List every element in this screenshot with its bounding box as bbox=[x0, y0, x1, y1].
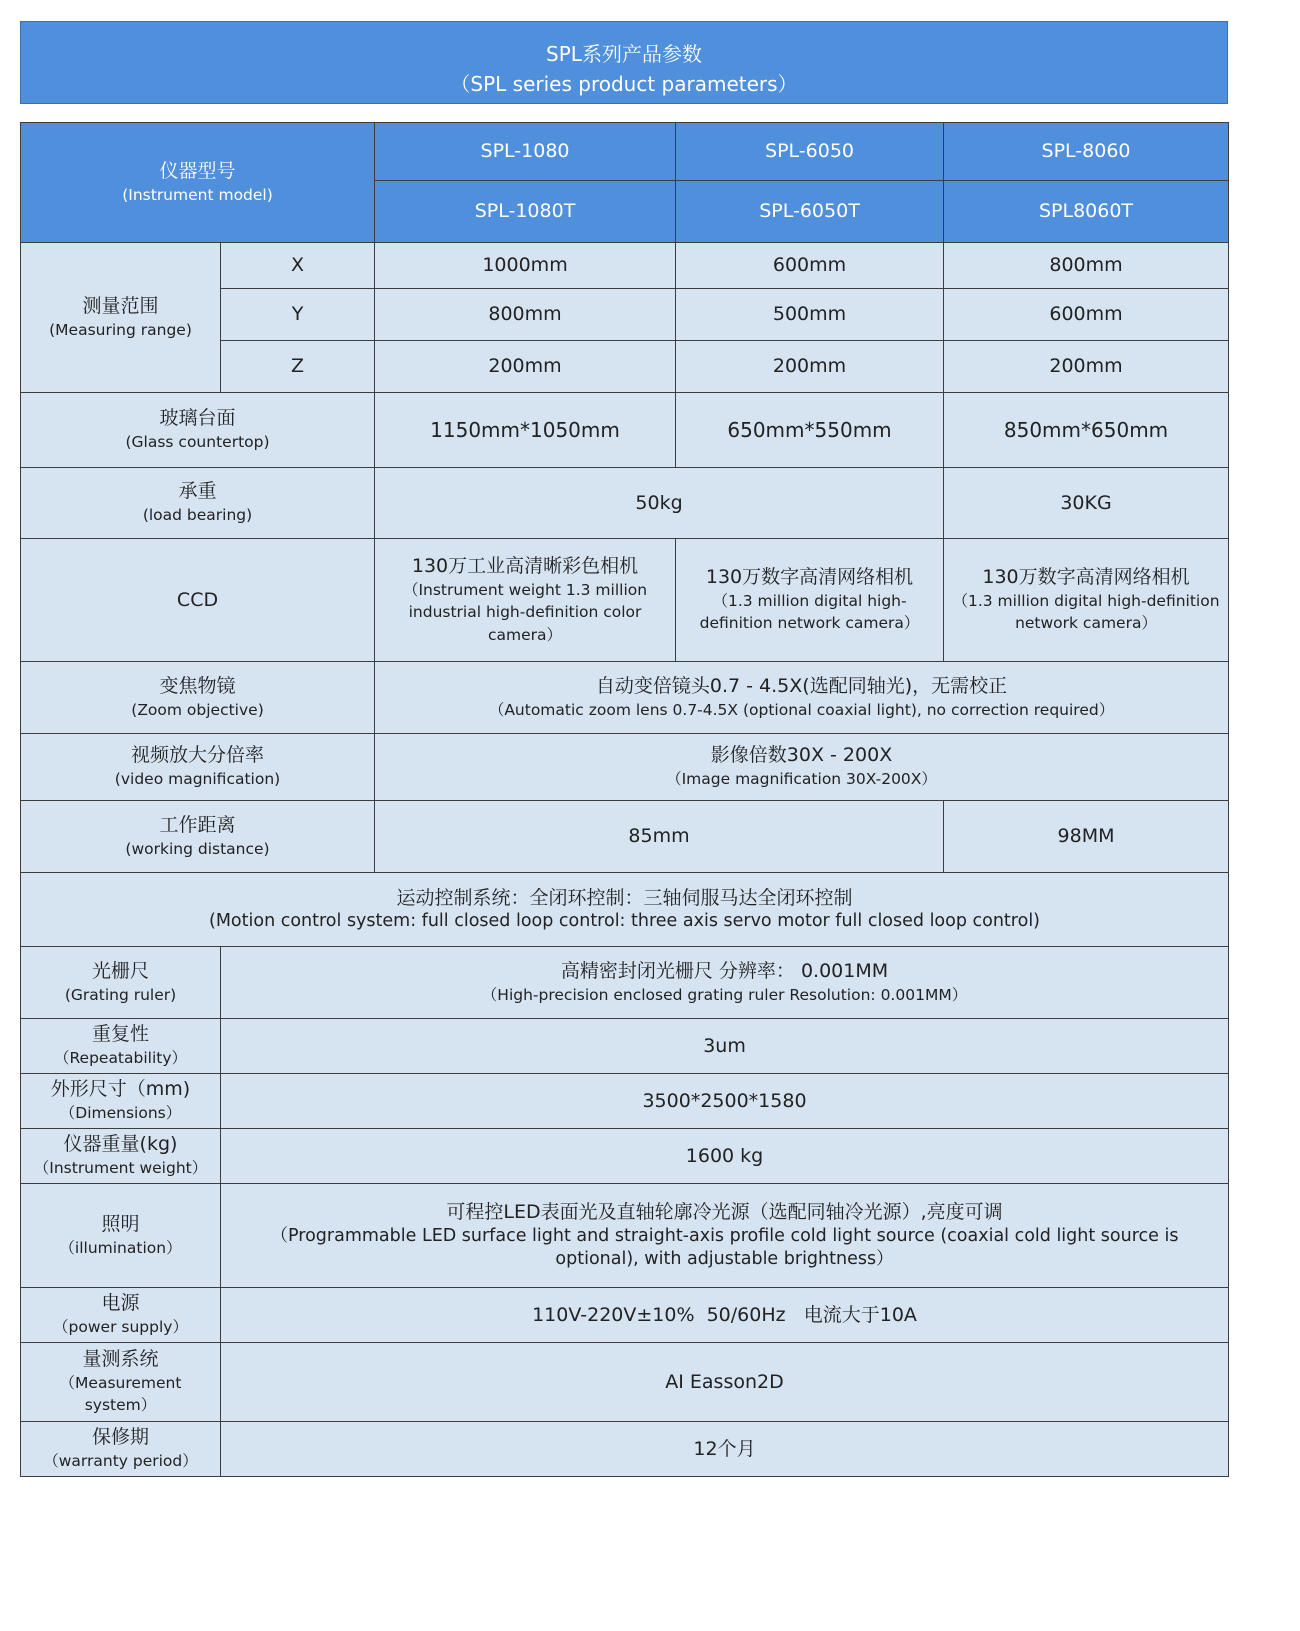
label-cn: 外形尺寸（mm) bbox=[50, 1078, 191, 1101]
table-row bbox=[21, 243, 1229, 289]
value-cell: 200mm bbox=[676, 341, 944, 393]
label-cn: 承重 bbox=[178, 480, 217, 503]
label-cn: 玻璃台面 bbox=[159, 407, 236, 430]
value-cell: 800mm bbox=[944, 243, 1229, 289]
label-en: (video magnification) bbox=[114, 770, 281, 789]
value-cn: 运动控制系统：全闭环控制：三轴伺服马达全闭环控制 bbox=[396, 886, 853, 909]
value-cell: 30KG bbox=[944, 468, 1229, 539]
value-cell: 1600 kg bbox=[221, 1129, 1229, 1184]
table-row bbox=[21, 539, 1229, 662]
label-cn: 测量范围 bbox=[82, 294, 159, 317]
value-cell: 1150mm*1050mm bbox=[375, 393, 676, 468]
ccd-b bbox=[676, 539, 944, 662]
label-cn: 量测系统 bbox=[82, 1348, 159, 1371]
zoom-value bbox=[375, 662, 1229, 734]
table-row bbox=[21, 1019, 1229, 1074]
label-cn: 重复性 bbox=[91, 1023, 149, 1046]
table-row bbox=[21, 123, 1229, 181]
label-en: （Dimensions） bbox=[59, 1104, 182, 1123]
dimensions-label bbox=[21, 1074, 221, 1129]
instrument-weight-label bbox=[21, 1129, 221, 1184]
table-row bbox=[21, 947, 1229, 1019]
label-en: （power supply） bbox=[53, 1318, 188, 1337]
label-cn: 变焦物镜 bbox=[159, 674, 236, 697]
table-row bbox=[21, 1074, 1229, 1129]
label-cn: 电源 bbox=[101, 1292, 140, 1315]
video-magnification-label bbox=[21, 734, 375, 801]
value-cn: 高精密封闭光栅尺 分辨率： 0.001MM bbox=[560, 959, 889, 982]
label-en: （Repeatability） bbox=[53, 1049, 188, 1068]
table-row bbox=[21, 873, 1229, 947]
axis-y: Y bbox=[221, 289, 375, 341]
ccd-label: CCD bbox=[21, 539, 375, 662]
table-row bbox=[21, 662, 1229, 734]
value-en: （Programmable LED surface light and straight-axis profile cold light source (coaxial cold light source is optional), with adjustable brightness） bbox=[270, 1226, 1179, 1269]
value-cn: 130万工业高清晰彩色相机 bbox=[411, 554, 639, 577]
label-en: (load bearing) bbox=[142, 506, 253, 525]
value-cell: 500mm bbox=[676, 289, 944, 341]
model-b2: SPL-6050T bbox=[676, 181, 944, 243]
value-cell: 600mm bbox=[944, 289, 1229, 341]
value-cn: 130万数字高清网络相机 bbox=[705, 566, 914, 589]
value-cell: 600mm bbox=[676, 243, 944, 289]
value-cell: 800mm bbox=[375, 289, 676, 341]
label-en: （warranty period） bbox=[43, 1452, 198, 1471]
label-en: (Measuring range) bbox=[49, 320, 192, 339]
label-cn: 仪器型号 bbox=[159, 159, 236, 182]
power-supply-label bbox=[21, 1288, 221, 1343]
model-c1: SPL-8060 bbox=[944, 123, 1229, 181]
value-cell: 200mm bbox=[375, 341, 676, 393]
table-row bbox=[21, 393, 1229, 468]
label-en: （Instrument weight） bbox=[33, 1159, 208, 1178]
glass-countertop-label bbox=[21, 393, 375, 468]
axis-x: X bbox=[221, 243, 375, 289]
instrument-model-header bbox=[21, 123, 375, 243]
value-cell: 850mm*650mm bbox=[944, 393, 1229, 468]
label-en: (Zoom objective) bbox=[131, 700, 264, 719]
value-cell: 3um bbox=[221, 1019, 1229, 1074]
label-en: (working distance) bbox=[125, 839, 270, 858]
zoom-objective-label bbox=[21, 662, 375, 734]
label-en: （illumination） bbox=[59, 1238, 182, 1257]
label-cn: 工作距离 bbox=[159, 813, 236, 836]
value-cell: 110V-220V±10% 50/60Hz 电流大于10A bbox=[221, 1288, 1229, 1343]
value-cell: 1000mm bbox=[375, 243, 676, 289]
value-cn: 130万数字高清网络相机 bbox=[982, 566, 1190, 589]
value-en: （Image magnification 30X-200X） bbox=[666, 770, 937, 789]
value-cell: 200mm bbox=[944, 341, 1229, 393]
measurement-system-label bbox=[21, 1343, 221, 1422]
label-cn: 视频放大分倍率 bbox=[131, 744, 265, 767]
repeatability-label bbox=[21, 1019, 221, 1074]
label-cn: 照明 bbox=[101, 1212, 140, 1235]
value-en: （1.3 million digital high-definition network camera） bbox=[952, 591, 1220, 633]
value-cell: 12个月 bbox=[221, 1422, 1229, 1477]
model-a2: SPL-1080T bbox=[375, 181, 676, 243]
model-b1: SPL-6050 bbox=[676, 123, 944, 181]
table-row bbox=[21, 1422, 1229, 1477]
value-en: （Automatic zoom lens 0.7-4.5X (optional coaxial light), no correction required） bbox=[488, 700, 1115, 719]
value-cell: 98MM bbox=[944, 801, 1229, 873]
axis-z: Z bbox=[221, 341, 375, 393]
table-row bbox=[21, 468, 1229, 539]
value-cn: 自动变倍镜头0.7 - 4.5X(选配同轴光)，无需校正 bbox=[595, 674, 1008, 697]
ccd-a bbox=[375, 539, 676, 662]
value-cell: AI Easson2D bbox=[221, 1343, 1229, 1422]
video-value bbox=[375, 734, 1229, 801]
working-distance-label bbox=[21, 801, 375, 873]
model-a1: SPL-1080 bbox=[375, 123, 676, 181]
illumination-label bbox=[21, 1184, 221, 1288]
label-cn: 光栅尺 bbox=[91, 959, 149, 982]
load-bearing-label bbox=[21, 468, 375, 539]
value-cn: 影像倍数30X - 200X bbox=[710, 744, 893, 767]
grating-value bbox=[221, 947, 1229, 1019]
label-en: (Instrument model) bbox=[122, 185, 273, 204]
value-cell: 85mm bbox=[375, 801, 944, 873]
ccd-c bbox=[944, 539, 1229, 662]
label-cn: 保修期 bbox=[91, 1426, 149, 1449]
value-en: （High-precision enclosed grating ruler Resolution: 0.001MM） bbox=[481, 985, 968, 1004]
table-row bbox=[21, 1184, 1229, 1288]
table-row bbox=[21, 1129, 1229, 1184]
measuring-range-label bbox=[21, 243, 221, 393]
value-en: （1.3 million digital high-definition network camera） bbox=[699, 591, 920, 633]
title-cn: SPL系列产品参数 bbox=[546, 42, 702, 66]
label-en: （Measurement system） bbox=[59, 1373, 182, 1415]
title-banner bbox=[20, 21, 1228, 104]
label-en: (Grating ruler) bbox=[64, 985, 177, 1004]
table-row bbox=[21, 801, 1229, 873]
value-en: （Instrument weight 1.3 million industrial high-definition color camera） bbox=[402, 580, 648, 644]
label-en: (Glass countertop) bbox=[125, 433, 270, 452]
illumination-value bbox=[221, 1184, 1229, 1288]
value-en: (Motion control system: full closed loop control: three axis servo motor full closed loop control) bbox=[209, 911, 1041, 932]
table-row bbox=[21, 1343, 1229, 1422]
value-cell: 3500*2500*1580 bbox=[221, 1074, 1229, 1129]
warranty-period-label bbox=[21, 1422, 221, 1477]
value-cn: 可程控LED表面光及直轴轮廓冷光源（选配同轴冷光源）,亮度可调 bbox=[446, 1201, 1003, 1224]
value-cell: 650mm*550mm bbox=[676, 393, 944, 468]
grating-ruler-label bbox=[21, 947, 221, 1019]
spec-table bbox=[20, 122, 1229, 1477]
value-cell: 50kg bbox=[375, 468, 944, 539]
label-cn: 仪器重量(kg) bbox=[63, 1133, 178, 1156]
motion-control bbox=[21, 873, 1229, 947]
title-en: （SPL series product parameters） bbox=[450, 72, 798, 96]
table-row bbox=[21, 734, 1229, 801]
table-row bbox=[21, 1288, 1229, 1343]
model-c2: SPL8060T bbox=[944, 181, 1229, 243]
